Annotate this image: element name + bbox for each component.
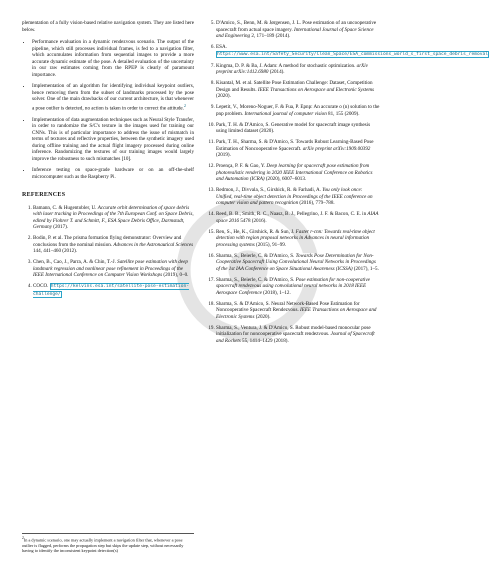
reference-item: 3. Chen, B., Cao, J., Parra, A. & Chin, T.-J. Satellite pose estimation with deep landmark regression and nonlinear pose refinement in Proceedings of the IEEE International Conference on Computer Vision Workshops (2019), 0–0.	[33, 259, 194, 279]
future-work-list	[22, 39, 194, 180]
reference-item: 8. Kisantal, M. et al. Satellite Pose Estimation Challenge: Dataset, Competition Design and Results. IEEE Transactions on Aerospace and Electronic Systems (2020).	[216, 80, 380, 100]
references-heading: REFERENCES	[22, 192, 66, 199]
reference-item: 15. Ren, S., He, K., Girshick, R. & Sun, J. Faster r-cnn: Towards real-time object detection with region proposal networks in Advances in neural information processing systems (2015), 91–99.	[216, 229, 380, 249]
footnote: $^2$In a dynamic scenario, one may actually implement a navigation filter that, whenever a pose outlier is flagged, performs the propagation step but skips the update step, without necessarily having to identify the inconsistent keypoint detection(s)	[22, 533, 194, 553]
left-column	[22, 20, 194, 303]
reference-item: 1. Bamann, C. & Hugentobler, U. Accurate orbit determination of space debris with laser tracking in Proceedings of the 7th European Conf. on Space Debris, edited by Flohrer T. and Schmitt, F., ESA Space Debris Office, Darmstadt, Germany (2017).	[33, 205, 194, 231]
reference-item: 7. Kingma, D. P. & Ba, J. Adam: A method for stochastic optimization. arXiv preprint arXiv:1412.6980 (2014).	[216, 63, 380, 76]
reference-item: 18. Sharma, S. & D'Amico, S. Neural Network-Based Pose Estimation for Noncooperative Spacecraft Rendezvous. IEEE Transactions on Aerospace and Electronic Systems (2020).	[216, 301, 380, 321]
reference-item: 10. Park, T. H. & D'Amico, S. Generative model for spacecraft image synthesis using limited dataset (2020).	[216, 122, 380, 135]
reference-url-link[interactable]: https://www.esa.int/Safety_Security/Clean_Space/ESA_commissions_world_s_first_space_debris_removal	[217, 51, 489, 57]
bullet-item: • Implementation of data augmentation techniques such as Neural Style Transfer, in order to randomize the S/C's texture in the images used for training our CNNs. This is of particular importance to address the issue of mismatch in terms of textures and reflective properties, between the synthetic imagery used during offline training and the actual flight imagery processed during online inference. Randomizing the textures of our training images would largely improve the robustness to such mismatches [10].	[32, 117, 194, 163]
reference-item: 2. Bodin, P. et al. The prisma formation flying demonstrator: Overview and conclusions from the nominal mission. Advances in the Astronautical Sciences 144, 441–460 (2012).	[33, 235, 194, 255]
reference-list-right	[205, 20, 489, 344]
reference-item: 13. Redmon, J., Divvala, S., Girshick, R. & Farhadi, A. You only look once: Unified, real-time object detection in Proceedings of the IEEE conference on computer vision and pattern recognition (2016), 779–788.	[216, 187, 380, 207]
reference-item: 5. D'Amico, S., Benn, M. & Jørgensen, J. L. Pose estimation of an uncooperative spacecraft from actual space imagery. International Journal of Space Science and Engineering 2, 171–189 (2014).	[216, 20, 380, 40]
intro-paragraph: plementation of a fully vision-based relative navigation system. They are listed here below.	[22, 20, 194, 33]
reference-list-left	[22, 205, 194, 299]
reference-item: 17. Sharma, S., Beierle, C. & D'Amico, S. Pose estimation for non-cooperative spacecraft rendezvous using convolutional neural networks in 2018 IEEE Aerospace Conference (2018), 1–12.	[216, 277, 380, 297]
reference-item: 19. Sharma, S., Ventura, J. & D'Amico, S. Robust model-based monocular pose initialization for noncooperative spacecraft rendezvous. Journal of Spacecraft and Rockets 55, 1414–1429 (2018).	[216, 325, 380, 345]
bullet-item: • Inference testing on space-grade hardware or on an off-the-shelf microcomputer such as the Raspberry Pi.	[32, 167, 194, 180]
reference-item: 16. Sharma, S., Beierle, C. & D'Amico, S. Towards Pose Determination for Non-Cooperative Spacecraft Using Convolutional Neural Networks in Proceedings of the 1st IAA Conference on Space Situational Awareness (ICSSA) (2017), 1–5.	[216, 253, 380, 273]
reference-item: 4. COCO. https://kelvins.esa.int/satellite-pose-estimation-challenge/	[33, 283, 194, 298]
right-column	[205, 20, 489, 349]
reference-item: 6. ESA. https://www.esa.int/Safety_Security/Clean_Space/ESA_commissions_world_s_first_space_debris_removal	[216, 44, 380, 58]
bullet-item: • Performance evaluation in a dynamic rendezvous scenario. The output of the pipeline, which still processes individual frames, is fed to a navigation filter, which accumulates information from sequential images to provide a more accurate dynamic estimate of the pose. A detailed evaluation of the uncertainty in our raw estimates coming from the RPEP is clearly of paramount importance.	[32, 39, 194, 78]
footnote-link[interactable]: 2	[183, 102, 187, 108]
reference-item: 14. Reed, B. B., Smith, R. C., Naasz, B. J., Pellegrino, J. F. & Bacon, C. E. in AIAA space 2016 5478 (2016).	[216, 211, 380, 224]
bullet-item: • Implementation of an algorithm for identifying individual keypoint outliers, hence removing them from the subset of landmarks processed by the pose solver. One of the main drawbacks of our current architecture, is that whenever a pose outlier is detected, no action is taken in order to correct the attitude.$^2$	[32, 83, 194, 112]
reference-url-link[interactable]: https://kelvins.esa.int/satellite-pose-estimation-challenge/	[33, 284, 189, 297]
reference-item: 12. Proença, P. F. & Gao, Y. Deep learning for spacecraft pose estimation from photorealistic rendering in 2020 IEEE International Conference on Robotics and Automation (ICRA) (2020), 6007–6013.	[216, 163, 380, 183]
reference-item: 11. Park, T. H., Sharma, S. & D'Amico, S. Towards Robust Learning-Based Pose Estimation of Noncooperative Spacecraft. arXiv preprint arXiv:1909.00392 (2019).	[216, 139, 380, 159]
reference-item: 9. Lepetit, V., Moreno-Noguer, F. & Fua, P. Epnp: An accurate o (n) solution to the pnp problem. International journal of computer vision 81, 155 (2009).	[216, 104, 380, 117]
